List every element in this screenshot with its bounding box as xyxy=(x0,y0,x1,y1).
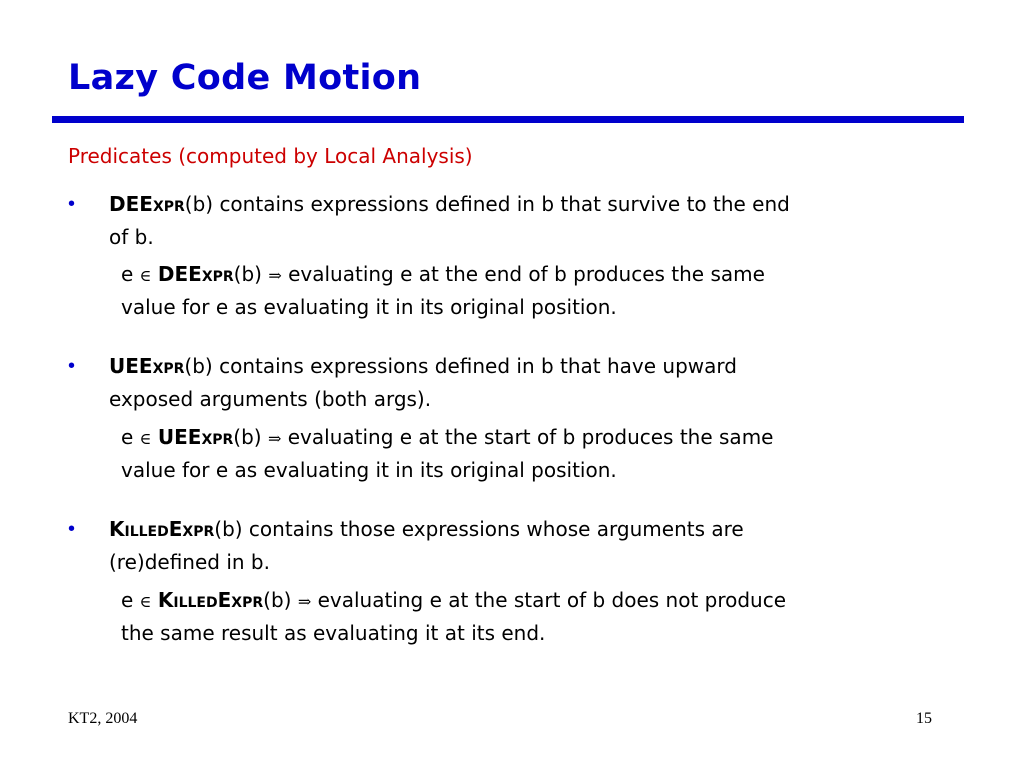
title-divider xyxy=(52,116,964,123)
bullet-dot: • xyxy=(68,518,76,540)
slide-subtitle: Predicates (computed by Local Analysis) xyxy=(68,144,473,168)
element-of-symbol: ∈ xyxy=(139,429,152,448)
bullet-subitem xyxy=(121,422,951,485)
subitem-line-1: e ∈ KILLEDEXPR(b) ⇒ evaluating e at the start of b does not produce xyxy=(121,588,787,612)
subitem-line-2: value for e as evaluating it in its original position. xyxy=(121,458,617,482)
bullet-dot: • xyxy=(68,193,76,215)
predicate-term: UEEXPR xyxy=(157,425,234,449)
footer-label: KT2, 2004 xyxy=(68,710,138,727)
predicate-term: KILLEDEXPR xyxy=(109,517,215,541)
implies-symbol: ⇒ xyxy=(268,266,282,285)
subitem-line-1: e ∈ UEEXPR(b) ⇒ evaluating e at the start of b produces the same xyxy=(121,425,774,449)
bullet-item xyxy=(68,351,938,414)
bullet-subitem xyxy=(121,259,951,322)
element-of-symbol: ∈ xyxy=(139,592,152,611)
bullet-item xyxy=(68,514,938,577)
subitem-line-1: e ∈ DEEXPR(b) ⇒ evaluating e at the end of b produces the same xyxy=(121,262,765,286)
predicate-term: KILLEDEXPR xyxy=(157,588,264,612)
bullet-line-1: DEEXPR(b) contains expressions defined in b that survive to the end xyxy=(109,192,790,216)
predicate-term: DEEXPR xyxy=(157,262,234,286)
implies-symbol: ⇒ xyxy=(297,592,312,611)
bullet-item xyxy=(68,189,938,252)
bullet-line-2: exposed arguments (both args). xyxy=(109,387,432,411)
subitem-line-2: the same result as evaluating it at its end. xyxy=(121,621,546,645)
bullet-line-2: of b. xyxy=(109,225,154,249)
predicate-term: DEEXPR xyxy=(109,192,185,216)
bullet-dot: • xyxy=(68,355,76,377)
bullet-line-1: UEEXPR(b) contains expressions defined in b that have upward xyxy=(109,354,737,378)
element-of-symbol: ∈ xyxy=(139,266,152,285)
bullet-line-2: (re)defined in b. xyxy=(109,550,270,574)
subitem-line-2: value for e as evaluating it in its original position. xyxy=(121,295,617,319)
slide-number: 15 xyxy=(916,710,932,727)
bullet-subitem xyxy=(121,585,951,648)
implies-symbol: ⇒ xyxy=(267,429,282,448)
bullet-line-1: KILLEDEXPR(b) contains those expressions whose arguments are xyxy=(109,517,744,541)
slide-title: Lazy Code Motion xyxy=(68,58,422,98)
predicate-term: UEEXPR xyxy=(109,354,185,378)
